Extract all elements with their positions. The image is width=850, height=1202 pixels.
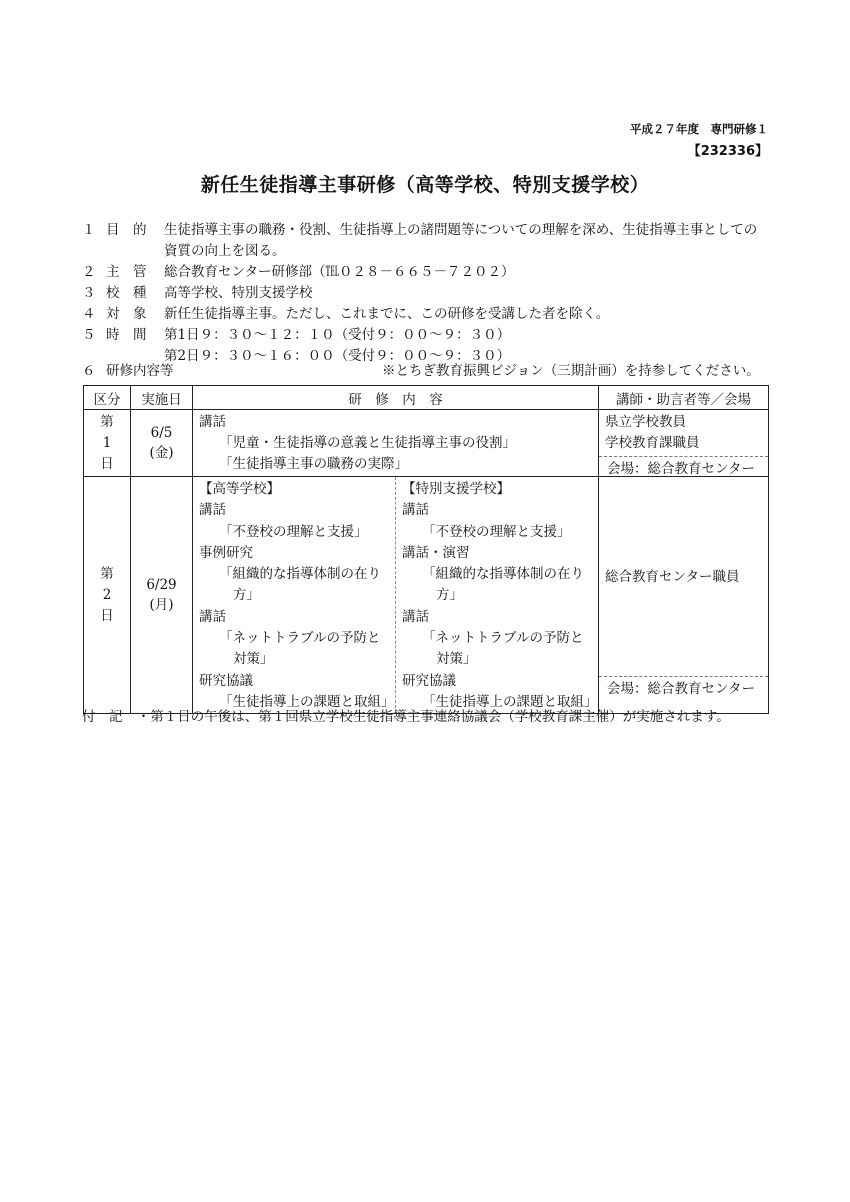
overview-item xyxy=(82,283,772,304)
program-line: 「不登校の理解と支援」 xyxy=(219,523,368,540)
day1-venue: 会場：総合教育センター xyxy=(599,456,768,482)
item-number: ４ xyxy=(82,306,96,322)
item-text: 資質の向上を図る。 xyxy=(164,243,286,259)
item-label: 校 種 xyxy=(106,285,147,301)
program-line: 講話 xyxy=(199,502,226,519)
note-text: ・第１日の午後は、第１回県立学校生徒指導主事連絡協議会（学校教育課主催）が実施されます。 xyxy=(136,709,730,725)
day1-content: 講話 「児童・生徒指導の意義と生徒指導主事の役割」 「生徒指導主事の職務の実際」 xyxy=(193,410,599,477)
item-number: ３ xyxy=(82,285,96,301)
program-line: 研究協議 xyxy=(199,672,253,689)
program-line: 方」 xyxy=(233,587,260,604)
section-6-note: ※とちぎ教育振興ビジョン（三期計画）を持参してください。 xyxy=(382,363,760,379)
overview-item xyxy=(82,220,772,262)
high-school-column: 【高等学校】 講話 「不登校の理解と支援」 事例研究 「組織的な指導体制の在り 方」 講話 「ネットトラブルの予防と 対策」 研究協議 「生徒指導上の課題と取組」 xyxy=(193,477,396,713)
program-line: 事例研究 xyxy=(199,544,253,561)
day1-date: 6/5 (金) xyxy=(131,410,193,477)
page-title: 新任生徒指導主事研修（高等学校、特別支援学校） xyxy=(200,174,650,196)
item-label: 時 間 xyxy=(106,327,147,343)
overview-item xyxy=(82,304,772,325)
item-text: 高等学校、特別支援学校 xyxy=(164,285,313,301)
item-text: 第1日９：３０～１２：１０（受付９：００～９：３０） xyxy=(164,327,511,343)
day2-division: 第 2 日 xyxy=(84,477,131,714)
day1-lecturers: 県立学校教員 学校教育課職員 会場：総合教育センター xyxy=(599,410,769,477)
table-header-row xyxy=(84,386,769,410)
section-6-number: ６ xyxy=(82,363,96,379)
day2-content xyxy=(193,477,599,714)
program-line: 講話・演習 xyxy=(402,544,470,561)
supplementary-note xyxy=(82,705,730,725)
section-6-label: 研修内容等 xyxy=(106,363,174,379)
program-line: 「不登校の理解と支援」 xyxy=(422,523,571,540)
day2-venue: 会場：総合教育センター xyxy=(599,676,768,702)
header-lecturer: 講師・助言者等／会場 xyxy=(599,386,769,410)
program-line: 「生徒指導上の課題と取組」 xyxy=(219,693,395,710)
day1-division: 第 1 日 xyxy=(84,410,131,477)
program-line: 講話 xyxy=(199,608,226,625)
program-line: 「生徒指導上の課題と取組」 xyxy=(422,693,598,710)
overview-item xyxy=(82,262,772,283)
item-text: 新任生徒指導主事。ただし、これまでに、この研修を受講した者を除く。 xyxy=(164,306,610,322)
item-text: 総合教育センター研修部（℡０２８－６６５－７２０２） xyxy=(164,264,515,280)
day2-lecturers: 総合教育センター職員 会場：総合教育センター xyxy=(599,477,769,714)
program-line: 講話 xyxy=(402,608,429,625)
course-code: 【232336】 xyxy=(687,144,768,159)
special-school-column: 【特別支援学校】 講話 「不登校の理解と支援」 講話・演習 「組織的な指導体制の在り 方」 講話 「ネットトラブルの予防と 対策」 研究協議 「生徒指導上の課題と取組」 xyxy=(396,477,598,713)
item-number: ５ xyxy=(82,327,96,343)
item-number: １ xyxy=(82,222,96,238)
program-line: 対策」 xyxy=(233,651,274,668)
item-label: 主 管 xyxy=(106,264,147,280)
year-label: 平成２７年度 専門研修１ xyxy=(630,122,768,136)
note-label: 付 記 xyxy=(82,709,123,725)
day2-date: 6/29 (月) xyxy=(131,477,193,714)
program-line: 対策」 xyxy=(436,651,477,668)
program-line: 「ネットトラブルの予防と xyxy=(422,630,584,647)
header-date: 実施日 xyxy=(131,386,193,410)
program-table xyxy=(83,385,769,714)
table-row-day1 xyxy=(84,410,769,477)
item-label: 対 象 xyxy=(106,306,147,322)
header-division: 区分 xyxy=(84,386,131,410)
item-number: ２ xyxy=(82,264,96,280)
program-line: 「ネットトラブルの予防と xyxy=(219,630,381,647)
program-line: 講話 xyxy=(402,502,429,519)
item-text: 生徒指導主事の職務・役割、生徒指導上の諸問題等についての理解を深め、生徒指導主事としての xyxy=(164,222,758,238)
program-line: 研究協議 xyxy=(402,672,456,689)
program-line: 方」 xyxy=(436,587,463,604)
program-line: 「組織的な指導体制の在り xyxy=(422,566,584,583)
table-row-day2 xyxy=(84,477,769,714)
program-line: 「組織的な指導体制の在り xyxy=(219,566,381,583)
header-content: 研 修 内 容 xyxy=(193,386,599,410)
item-label: 目 的 xyxy=(106,222,147,238)
item-text: 第2日９：３０～１６：００（受付９：００～９：３０） xyxy=(164,348,511,364)
